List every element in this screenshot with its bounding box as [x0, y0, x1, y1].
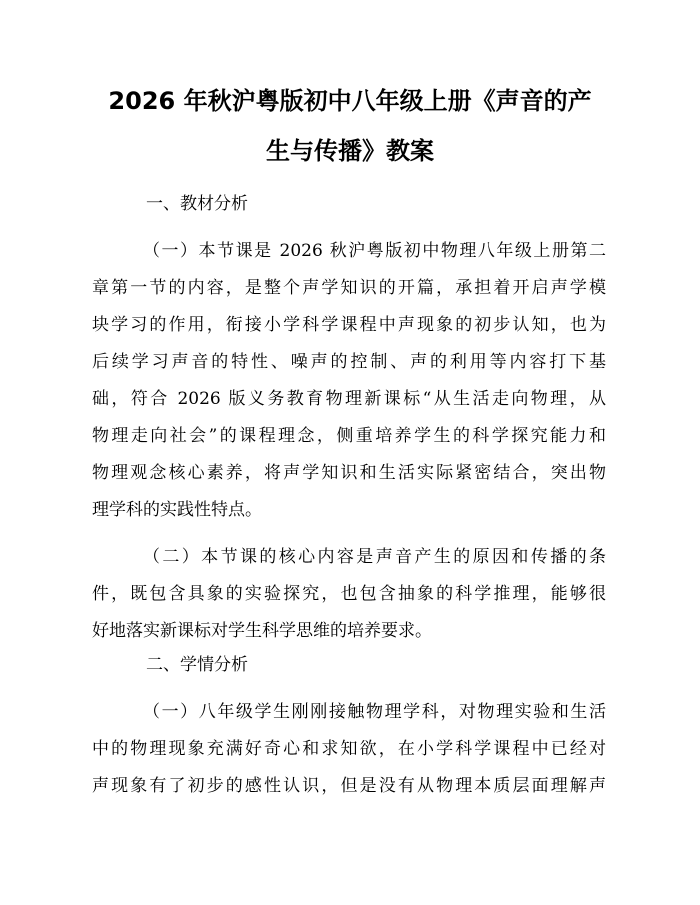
paragraph-line: 后续学习声音的特性、噪声的控制、声的利用等内容打下基	[92, 352, 606, 372]
paragraph-line: （一）八年级学生刚刚接触物理学科，对物理实验和生活	[143, 702, 606, 722]
paragraph-line: 块学习的作用，衔接小学科学课程中声现象的初步认知，也为	[92, 315, 606, 335]
paragraph-line: 好地落实新课标对学生科学思维的培养要求。	[92, 621, 432, 641]
document-title-line-2: 生与传播》教案	[266, 137, 434, 165]
paragraph-line: 物理走向社会”的课程理念，侧重培养学生的科学探究能力和	[92, 426, 606, 446]
paragraph-line: 物理观念核心素养，将声学知识和生活实际紧密结合，突出物	[92, 463, 606, 483]
paragraph-line: 理学科的实践性特点。	[92, 500, 262, 520]
paragraph-line: （一）本节课是 2026 秋沪粤版初中物理八年级上册第二	[143, 241, 606, 261]
document-title-line-1: 2026 年秋沪粤版初中八年级上册《声音的产	[108, 87, 592, 115]
paragraph-line: 件，既包含具象的实验探究，也包含抽象的科学推理，能够很	[92, 584, 606, 604]
paragraph-line: 章第一节的内容，是整个声学知识的开篇，承担着开启声学模	[92, 278, 606, 298]
paragraph-line: 中的物理现象充满好奇心和求知欲，在小学科学课程中已经对	[92, 739, 606, 759]
section-heading-textbook-analysis: 一、教材分析	[146, 194, 248, 214]
paragraph-line: 础，符合 2026 版义务教育物理新课标“从生活走向物理，从	[92, 389, 606, 409]
section-heading-student-analysis: 二、学情分析	[146, 655, 248, 675]
paragraph-line: 声现象有了初步的感性认识，但是没有从物理本质层面理解声	[92, 776, 606, 796]
paragraph-line: （二）本节课的核心内容是声音产生的原因和传播的条	[143, 547, 606, 567]
